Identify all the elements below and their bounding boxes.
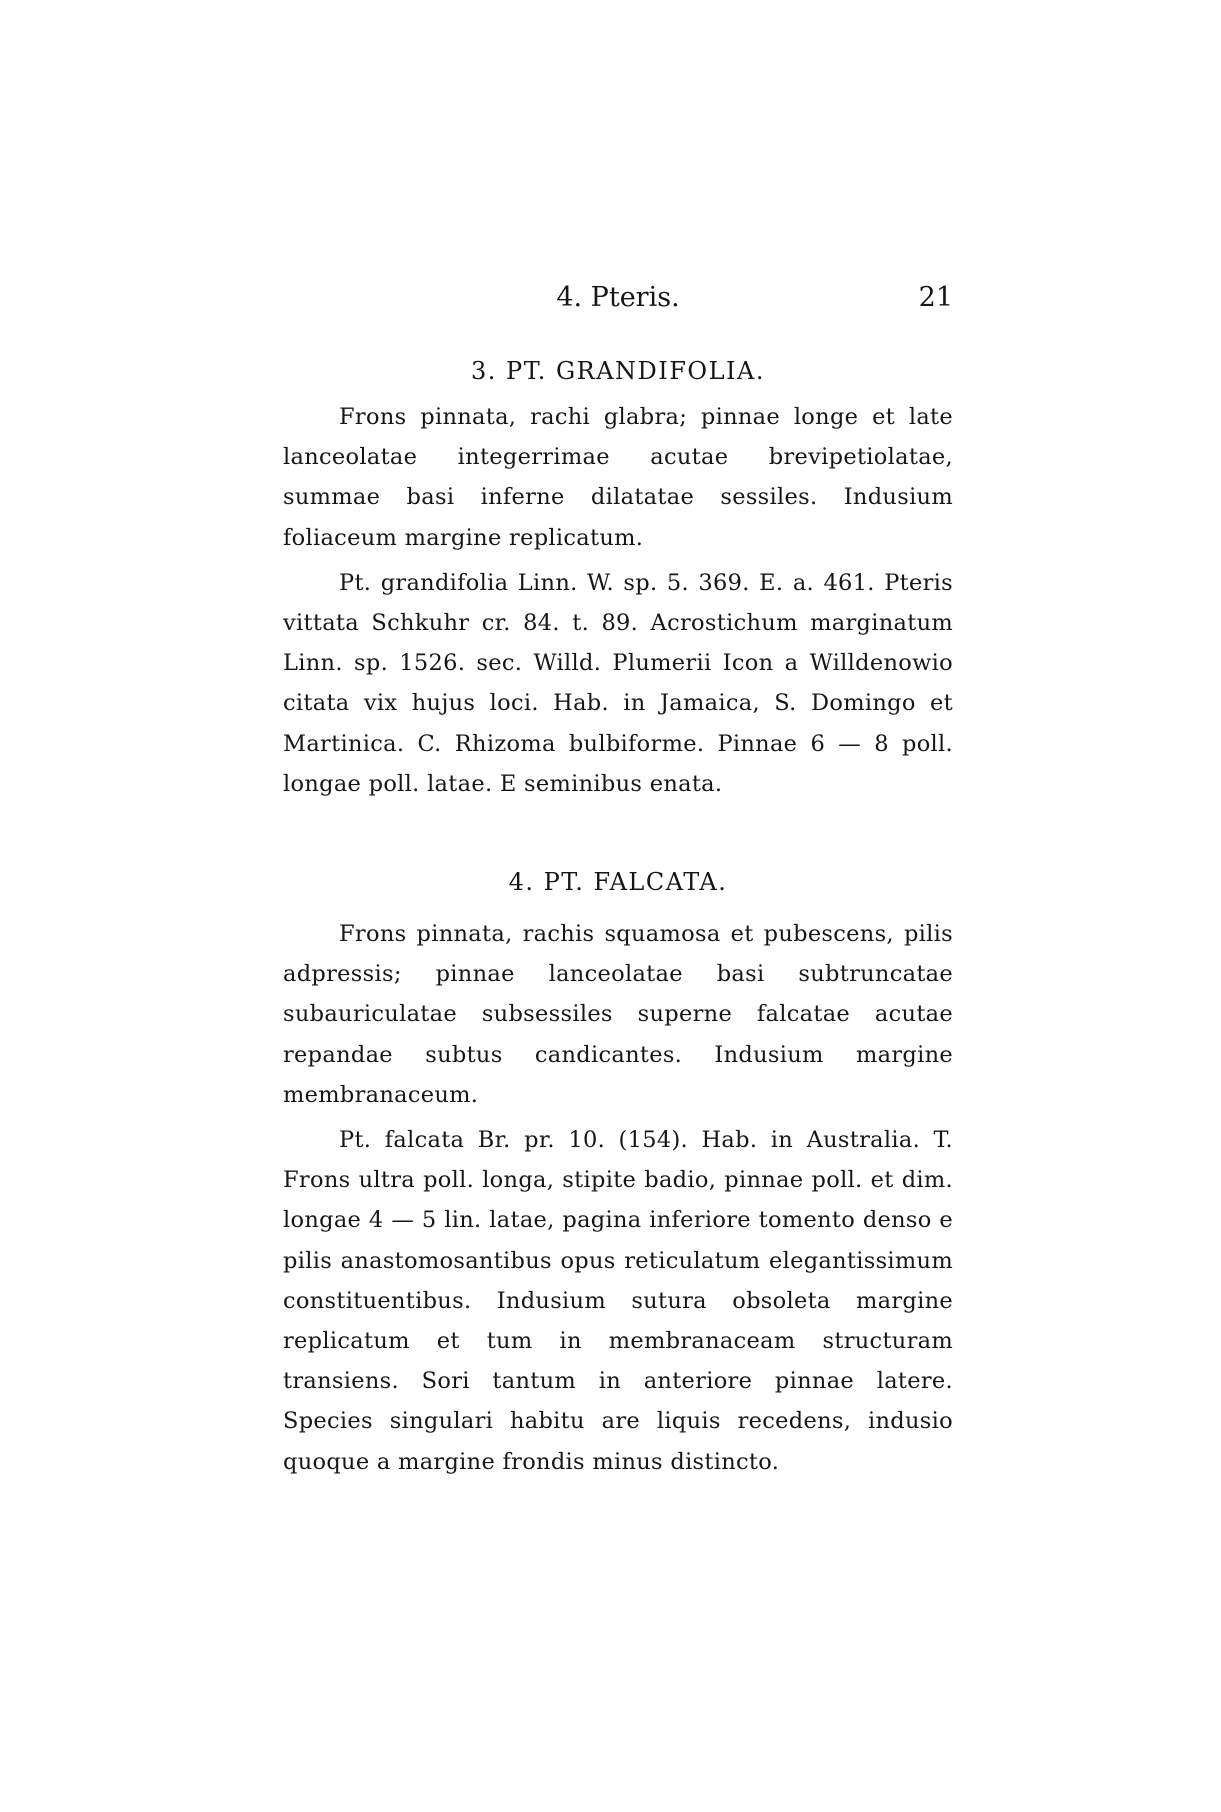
running-head [283,282,953,322]
species-entry-falcata [283,914,953,1482]
notes-paragraph: Pt. falcata Br. pr. 10. (154). Hab. in Australia. T. Frons ultra poll. longa, stipite badio, pinnae poll. et dim. longae 4 — 5 lin. latae, pagina inferiore tomento denso e pilis anastomosantibus opus reticulatum elegantissimum constituentibus. Indusium sutura obsoleta margine replicatum et tum in membranaceam structuram transiens. Sori tantum in anteriore pinnae latere. Species singulari habitu are liquis recedens, indusio quoque a margine frondis minus distincto. [283,1127,953,1475]
species-heading-falcata: 4. PT. FALCATA. [508,868,728,896]
running-head-title: 4. Pteris. [556,282,680,313]
species-heading-grandifolia: 3. PT. GRANDIFOLIA. [471,357,765,385]
description-paragraph: Frons pinnata, rachi glabra; pinnae longe et late lanceolatae integerrimae acutae brevipetiolatae, summae basi inferne dilatatae sessiles. Indusium foliaceum margine replicatum. [283,404,953,551]
notes-paragraph: Pt. grandifolia Linn. W. sp. 5. 369. E. a. 461. Pteris vittata Schkuhr cr. 84. t. 89. Acrostichum marginatum Linn. sp. 1526. sec. Willd. Plumerii Icon a Willdenowio citata vix hujus loci. Hab. in Jamaica, S. Domingo et Martinica. C. Rhizoma bulbiforme. Pinnae 6 — 8 poll. longae poll. latae. E seminibus enata. [283,569,953,797]
description-paragraph: Frons pinnata, rachis squamosa et pubescens, pilis adpressis; pinnae lanceolatae basi subtruncatae subauriculatae subsessiles superne falcatae acutae repandae subtus candicantes. Indusium margine membranaceum. [283,921,953,1108]
page-number: 21 [918,282,953,313]
species-entry-grandifolia [283,397,953,804]
